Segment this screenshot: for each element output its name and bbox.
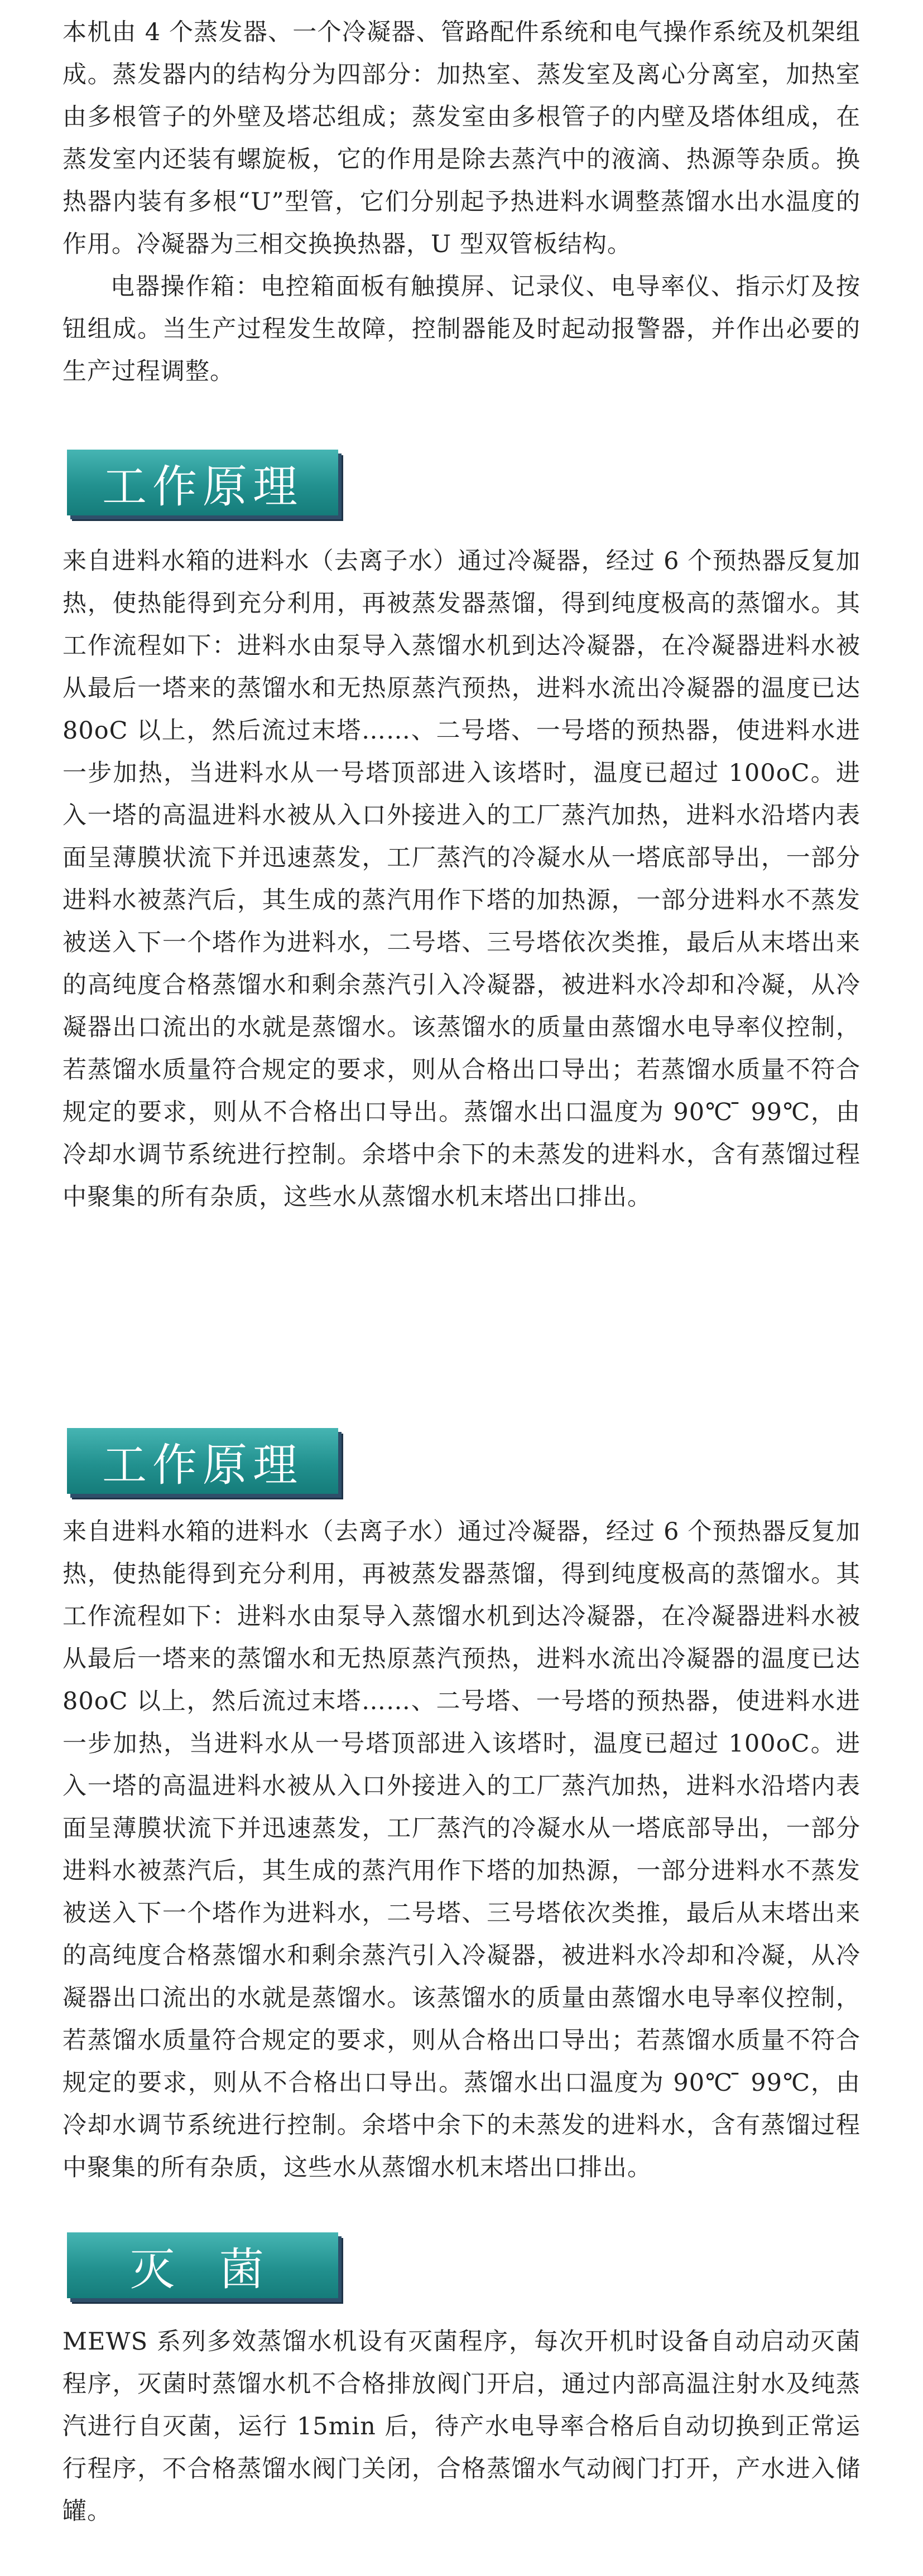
section-working-principle-1 <box>63 540 860 1218</box>
working-principle-text-2: 来自进料水箱的进料水（去离子水）通过冷凝器，经过 6 个预热器反复加热，使热能得到充分利用，再被蒸发器蒸馏，得到纯度极高的蒸馏水。其工作流程如下：进料水由泵导入蒸馏水机到达冷凝器，在冷凝器进料水被从最后一塔来的蒸馏水和无热原蒸汽预热，进料水流出冷凝器的温度已达 80oC 以上，然后流过末塔……、二号塔、一号塔的预热器，使进料水进一步加热，当进料水从一号塔顶部进入该塔时，温度已超过 100oC。进入一塔的高温进料水被从入口外接进入的工厂蒸汽加热，进料水沿塔内表面呈薄膜状流下并迅速蒸发，工厂蒸汽的冷凝水从一塔底部导出，一部分进料水被蒸汽后，其生成的蒸汽用作下塔的加热源，一部分进料水不蒸发被送入下一个塔作为进料水，二号塔、三号塔依次类推，最后从末塔出来的高纯度合格蒸馏水和剩余蒸汽引入冷凝器，被进料水冷却和冷凝，从冷凝器出口流出的水就是蒸馏水。该蒸馏水的质量由蒸馏水电导率仪控制，若蒸馏水质量符合规定的要求，则从合格出口导出；若蒸馏水质量不符合规定的要求，则从不合格出口导出。蒸馏水出口温度为 90℃ ̄ 99℃，由冷却水调节系统进行控制。余塔中余下的未蒸发的进料水，含有蒸馏过程中聚集的所有杂质，这些水从蒸馏水机末塔出口排出。 <box>63 1518 860 2182</box>
section-heading-working-principle-2: 工作原理 <box>67 1428 338 1494</box>
intro-section <box>63 11 860 393</box>
section-heading-sterilization: 灭菌 <box>67 2232 338 2298</box>
intro-paragraph-electrical: 电器操作箱：电控箱面板有触摸屏、记录仪、电导率仪、指示灯及按钮组成。当生产过程发生故障，控制器能及时起动报警器，并作出必要的生产过程调整。 <box>63 273 860 385</box>
section-heading-working-principle-1: 工作原理 <box>67 450 338 515</box>
working-principle-text-1: 来自进料水箱的进料水（去离子水）通过冷凝器，经过 6 个预热器反复加热，使热能得到充分利用，再被蒸发器蒸馏，得到纯度极高的蒸馏水。其工作流程如下：进料水由泵导入蒸馏水机到达冷凝器，在冷凝器进料水被从最后一塔来的蒸馏水和无热原蒸汽预热，进料水流出冷凝器的温度已达 80oC 以上，然后流过末塔……、二号塔、一号塔的预热器，使进料水进一步加热，当进料水从一号塔顶部进入该塔时，温度已超过 100oC。进入一塔的高温进料水被从入口外接进入的工厂蒸汽加热，进料水沿塔内表面呈薄膜状流下并迅速蒸发，工厂蒸汽的冷凝水从一塔底部导出，一部分进料水被蒸汽后，其生成的蒸汽用作下塔的加热源，一部分进料水不蒸发被送入下一个塔作为进料水，二号塔、三号塔依次类推，最后从末塔出来的高纯度合格蒸馏水和剩余蒸汽引入冷凝器，被进料水冷却和冷凝，从冷凝器出口流出的水就是蒸馏水。该蒸馏水的质量由蒸馏水电导率仪控制，若蒸馏水质量符合规定的要求，则从合格出口导出；若蒸馏水质量不符合规定的要求，则从不合格出口导出。蒸馏水出口温度为 90℃ ̄ 99℃，由冷却水调节系统进行控制。余塔中余下的未蒸发的进料水，含有蒸馏过程中聚集的所有杂质，这些水从蒸馏水机末塔出口排出。 <box>63 547 860 1211</box>
section-sterilization <box>63 2321 860 2532</box>
section-working-principle-2 <box>63 1511 860 2189</box>
sterilization-text: MEWS 系列多效蒸馏水机设有灭菌程序，每次开机时设备自动启动灭菌程序，灭菌时蒸馏水机不合格排放阀门开启，通过内部高温注射水及纯蒸汽进行自灭菌，运行 15min 后，待产水电导率合格后自动切换到正常运行程序，不合格蒸馏水阀门关闭，合格蒸馏水气动阀门打开，产水进入储罐。 <box>63 2328 860 2525</box>
intro-paragraph-structure: 本机由 4 个蒸发器、一个冷凝器、管路配件系统和电气操作系统及机架组成。蒸发器内的结构分为四部分：加热室、蒸发室及离心分离室，加热室由多根管子的外壁及塔芯组成；蒸发室由多根管子的内壁及塔体组成，在蒸发室内还装有螺旋板，它的作用是除去蒸汽中的液滴、热源等杂质。换热器内装有多根“U”型管，它们分别起予热进料水调整蒸馏水出水温度的作用。冷凝器为三相交换换热器，U 型双管板结构。 <box>63 18 860 258</box>
